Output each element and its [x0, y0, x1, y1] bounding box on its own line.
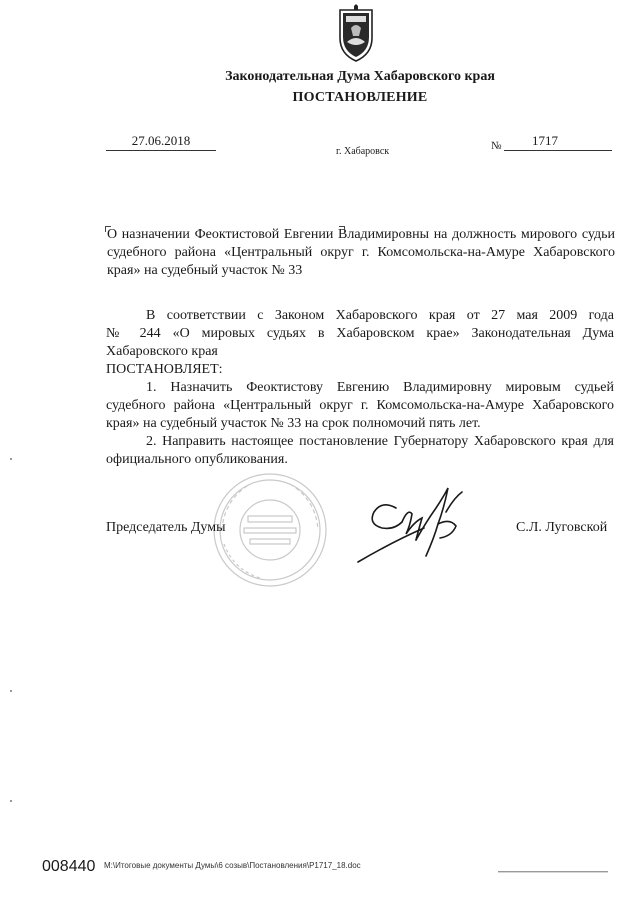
- handwritten-signature-icon: [352, 478, 482, 568]
- preamble-line: В соответствии с Законом Хабаровского края от 27 мая 2009 года: [146, 308, 614, 323]
- document-number-field: [504, 133, 612, 151]
- org-title: Законодательная Дума Хабаровского края: [225, 69, 495, 84]
- document-subject: [107, 226, 615, 280]
- file-path: M:\Итоговые документы Думы\6 созыв\Постановления\P1717_18.doc: [104, 861, 361, 870]
- document-body: [106, 307, 614, 469]
- preamble-line: № 244 «О мировых судьях в Хабаровском крае» Законодательная Дума: [106, 326, 614, 341]
- document-type-heading: ПОСТАНОВЛЕНИЕ: [292, 90, 428, 105]
- resolves-heading: ПОСТАНОВЛЯЕТ:: [106, 362, 223, 377]
- signatory-name: С.Л. Луговской: [516, 520, 608, 535]
- document-number: 1717: [532, 133, 558, 148]
- resolution-item-1: 1. Назначить Феоктистову Евгению Владимировну мировым судьей судебного района «Центральный округ г. Комсомольска-на-Амуре Хабаровского края» на судебный участок № 33 на срок полномочий пять лет.: [106, 380, 614, 431]
- round-seal-icon: [210, 470, 330, 590]
- subject-text: О назначении Феоктистовой Евгении Владимировны на должность мирового судьи судебного района «Центральный округ г. Комсомольска-на-Амуре Хабаровского края» на судебный участок № 33: [107, 227, 615, 278]
- resolution-item-2: 2. Направить настоящее постановление Губернатору Хабаровского края для официального опубликования.: [106, 434, 614, 467]
- scan-dot: [10, 800, 12, 802]
- preamble-line: Хабаровского края: [106, 344, 218, 359]
- signatory-title: Председатель Думы: [106, 520, 226, 535]
- scan-dot: [10, 458, 12, 460]
- number-sign: №: [491, 140, 502, 152]
- coat-of-arms-icon: [332, 4, 380, 64]
- document-date: 27.06.2018: [106, 133, 216, 151]
- print-note-mark: [498, 870, 608, 874]
- document-place: г. Хабаровск: [336, 146, 390, 157]
- registration-number: 008440: [42, 858, 96, 875]
- subject-bracket-left: [105, 226, 111, 232]
- subject-bracket-right: [339, 226, 345, 232]
- scan-dot: [10, 690, 12, 692]
